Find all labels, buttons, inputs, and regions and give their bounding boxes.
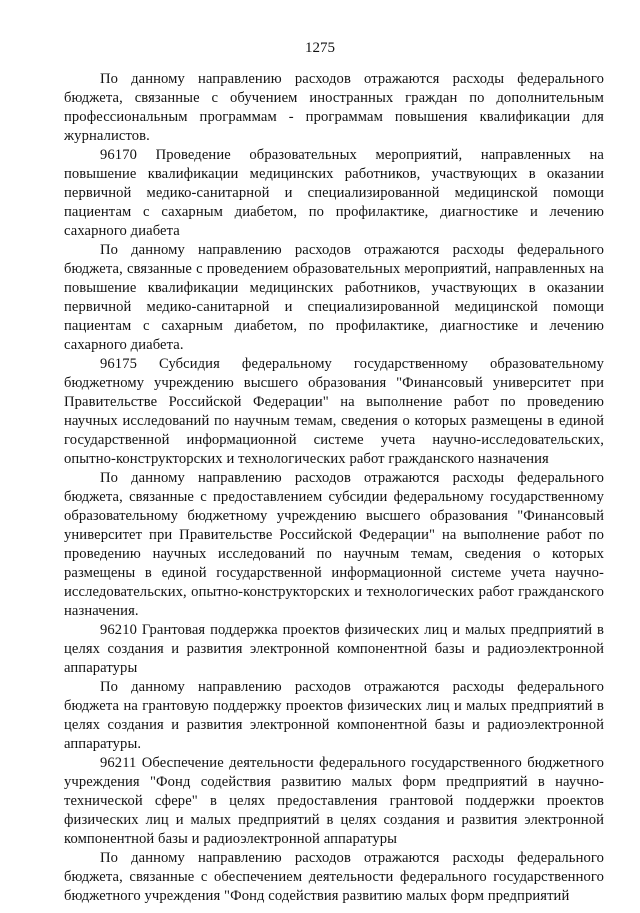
document-body xyxy=(64,70,604,906)
paragraph-code-96211: 96211 Обеспечение деятельности федерального государственного бюджетного учреждения "Фонд содействия развитию малых форм предприятий в научно-технической сфере" в целях предоставления грантовой поддержки проектов физических лиц и малых предприятий в целях создания и развития электронной компонентной базы и радиоэлектронной аппаратуры xyxy=(64,755,604,847)
paragraph-expense-description: По данному направлению расходов отражаются расходы федерального бюджета, связанные с проведением образовательных мероприятий, направленных на повышение квалификации медицинских работников, участвующих в оказании первичной медико-санитарной и специализированной медицинской помощи пациентам с сахарным диабетом, по профилактике, диагностике и лечению сахарного диабета. xyxy=(64,242,604,353)
paragraph-expense-description: По данному направлению расходов отражаются расходы федерального бюджета, связанные с обеспечением деятельности федерального государственного бюджетного учреждения "Фонд содействия развитию малых форм предприятий xyxy=(64,850,604,904)
paragraph-code-96210: 96210 Грантовая поддержка проектов физических лиц и малых предприятий в целях создания и развития электронной компонентной базы и радиоэлектронной аппаратуры xyxy=(64,622,604,676)
paragraph-expense-description: По данному направлению расходов отражаются расходы федерального бюджета на грантовую поддержку проектов физических лиц и малых предприятий в целях создания и развития электронной компонентной базы и радиоэлектронной аппаратуры. xyxy=(64,679,604,752)
paragraph-code-96175: 96175 Субсидия федеральному государственному образовательному бюджетному учреждению высшего образования "Финансовый университет при Правительстве Российской Федерации" на выполнение работ по проведению научных исследований по научным темам, сведения о которых размещены в единой государственной информационной системе учета научно-исследовательских, опытно-конструкторских и технологических работ гражданского назначения xyxy=(64,356,604,467)
page-number: 1275 xyxy=(305,40,335,56)
paragraph-expense-description: По данному направлению расходов отражаются расходы федерального бюджета, связанные с обучением иностранных граждан по дополнительным профессиональным программам - программам повышения квалификации для журналистов. xyxy=(64,71,604,144)
paragraph-expense-description: По данному направлению расходов отражаются расходы федерального бюджета, связанные с предоставлением субсидии федеральному государственному образовательному бюджетному учреждению высшего образования "Финансовый университет при Правительстве Российской Федерации" на выполнение работ по проведению научных исследований по научным темам, сведения о которых размещены в единой государственной информационной системе учета научно-исследовательских, опытно-конструкторских и технологических работ гражданского назначения. xyxy=(64,470,604,619)
paragraph-code-96170: 96170 Проведение образовательных мероприятий, направленных на повышение квалификации медицинских работников, участвующих в оказании первичной медико-санитарной и специализированной медицинской помощи пациентам с сахарным диабетом, по профилактике, диагностике и лечению сахарного диабета xyxy=(64,147,604,239)
